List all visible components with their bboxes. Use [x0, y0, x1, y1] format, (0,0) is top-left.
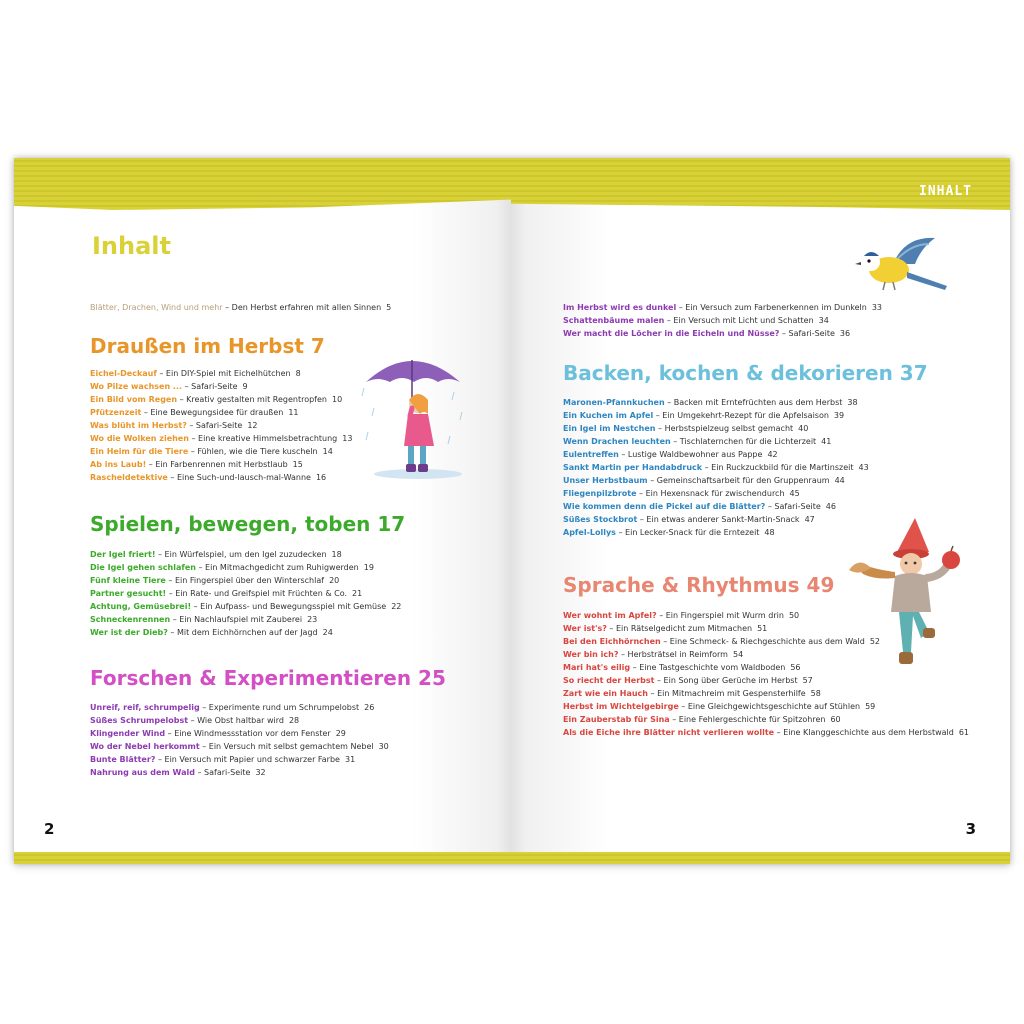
toc-entry: Unser Herbstbaum – Gemeinschaftsarbeit für den Gruppenraum 44	[563, 476, 845, 485]
toc-entry: Bei den Eichhörnchen – Eine Schmeck- & Riechgeschichte aus dem Wald 52	[563, 637, 881, 646]
right-page	[511, 158, 1010, 864]
bottom-color-band	[14, 852, 511, 864]
book-spread	[14, 158, 1010, 864]
toc-entry: Unreif, reif, schrumpelig – Experimente rund um Schrumpelobst 26	[90, 703, 375, 712]
toc-entry: Ein Igel im Nestchen – Herbstspielzeug selbst gemacht 40	[563, 424, 809, 433]
section-entries-forschen	[90, 701, 389, 779]
toc-entry: Wo der Nebel herkommt – Ein Versuch mit selbst gemachtem Nebel 30	[90, 742, 389, 751]
page-number-left: 2	[44, 820, 55, 838]
bottom-color-band	[511, 852, 1010, 864]
toc-entry: Wo Pilze wachsen ... – Safari-Seite 9	[90, 382, 248, 391]
gnome-illustration	[849, 516, 969, 676]
toc-entry: Schattenbäume malen – Ein Versuch mit Licht und Schatten 34	[563, 316, 829, 325]
toc-entry: Apfel-Lollys – Ein Lecker-Snack für die Erntezeit 48	[563, 528, 775, 537]
girl-umbrella-illustration	[354, 348, 472, 480]
toc-entry: Ein Kuchen im Apfel – Ein Umgekehrt-Rezept für die Apfelsaison 39	[563, 411, 845, 420]
toc-entry: Fliegenpilzbrote – Ein Hexensnack für zwischendurch 45	[563, 489, 800, 498]
toc-entry: Ein Bild vom Regen – Kreativ gestalten mit Regentropfen 10	[90, 395, 343, 404]
running-header: INHALT	[919, 184, 972, 199]
section-entries-backen	[563, 396, 869, 539]
toc-entry: Pfützenzeit – Eine Bewegungsidee für draußen 11	[90, 408, 299, 417]
toc-entry: Süßes Stockbrot – Ein etwas anderer Sankt-Martin-Snack 47	[563, 515, 815, 524]
toc-entry: Mari hat's eilig – Eine Tastgeschichte vom Waldboden 56	[563, 663, 801, 672]
toc-entry: Wer ist's? – Ein Rätselgedicht zum Mitmachen 51	[563, 624, 768, 633]
section-heading-sprache: Sprache & Rhythmus 49	[563, 573, 835, 597]
toc-entry: Wer wohnt im Apfel? – Ein Fingerspiel mit Wurm drin 50	[563, 611, 800, 620]
section-heading-spielen: Spielen, bewegen, toben 17	[90, 512, 406, 536]
toc-entry: Ab ins Laub! – Ein Farbenrennen mit Herbstlaub 15	[90, 460, 303, 469]
toc-entry: Fünf kleine Tiere – Ein Fingerspiel über den Winterschlaf 20	[90, 576, 340, 585]
toc-entry: So riecht der Herbst – Ein Song über Gerüche im Herbst 57	[563, 676, 813, 685]
toc-entry: Zart wie ein Hauch – Ein Mitmachreim mit Gespensterhilfe 58	[563, 689, 821, 698]
toc-entry: Sankt Martin per Handabdruck – Ein Ruckzuckbild für die Martinszeit 43	[563, 463, 869, 472]
section-entries-spielen	[90, 548, 401, 639]
toc-entry: Achtung, Gemüsebrei! – Ein Aufpass- und Bewegungsspiel mit Gemüse 22	[90, 602, 402, 611]
toc-entry: Der Igel friert! – Ein Würfelspiel, um den Igel zuzudecken 18	[90, 550, 342, 559]
toc-entry: Wer bin ich? – Herbsträtsel in Reimform 54	[563, 650, 744, 659]
toc-entry: Im Herbst wird es dunkel – Ein Versuch zum Farbenerkennen im Dunkeln 33	[563, 303, 883, 312]
toc-entry: Wer ist der Dieb? – Mit dem Eichhörnchen auf der Jagd 24	[90, 628, 333, 637]
toc-entry: Rascheldetektive – Eine Such-und-lausch-mal-Wanne 16	[90, 473, 327, 482]
toc-entry: Herbst im Wichtelgebirge – Eine Gleichgewichtsgeschichte auf Stühlen 59	[563, 702, 876, 711]
toc-entry: Nahrung aus dem Wald – Safari-Seite 32	[90, 768, 266, 777]
bird-illustration	[849, 234, 953, 298]
toc-entry: Die Igel gehen schlafen – Ein Mitmachgedicht zum Ruhigwerden 19	[90, 563, 374, 572]
toc-entry: Bunte Blätter? – Ein Versuch mit Papier und schwarzer Farbe 31	[90, 755, 356, 764]
toc-entry: Wenn Drachen leuchten – Tischlaternchen für die Lichterzeit 41	[563, 437, 832, 446]
toc-entry: Eulentreffen – Lustige Waldbewohner aus Pappe 42	[563, 450, 778, 459]
toc-entry: Wo die Wolken ziehen – Eine kreative Himmelsbetrachtung 13	[90, 434, 353, 443]
section-heading-backen: Backen, kochen & dekorieren 37	[563, 361, 928, 385]
continued-entries	[563, 301, 882, 340]
toc-entry: Blätter, Drachen, Wind und mehr – Den Herbst erfahren mit allen Sinnen 5	[90, 303, 392, 312]
toc-entry: Was blüht im Herbst? – Safari-Seite 12	[90, 421, 258, 430]
section-heading-forschen: Forschen & Experimentieren 25	[90, 666, 446, 690]
left-page	[14, 158, 511, 864]
toc-entry: Ein Heim für die Tiere – Fühlen, wie die Tiere kuscheln 14	[90, 447, 333, 456]
section-entries-draussen	[90, 367, 352, 484]
top-color-band	[14, 158, 511, 210]
intro-entry-list	[90, 301, 391, 314]
toc-entry: Maronen-Pfannkuchen – Backen mit Erntefrüchten aus dem Herbst 38	[563, 398, 858, 407]
section-heading-draussen: Draußen im Herbst 7	[90, 334, 325, 358]
toc-entry: Süßes Schrumpelobst – Wie Obst haltbar wird 28	[90, 716, 300, 725]
page-number-right: 3	[965, 820, 976, 838]
toc-entry: Als die Eiche ihre Blätter nicht verlieren wollte – Eine Klanggeschichte aus dem Herbstwald 61	[563, 728, 970, 737]
toc-entry: Wie kommen denn die Pickel auf die Blätter? – Safari-Seite 46	[563, 502, 836, 511]
toc-entry: Ein Zauberstab für Sina – Eine Fehlergeschichte für Spitzohren 60	[563, 715, 841, 724]
toc-entry: Partner gesucht! – Ein Rate- und Greifspiel mit Früchten & Co. 21	[90, 589, 363, 598]
toc-entry: Wer macht die Löcher in die Eicheln und Nüsse? – Safari-Seite 36	[563, 329, 851, 338]
toc-entry: Schneckenrennen – Ein Nachlaufspiel mit Zauberei 23	[90, 615, 318, 624]
page-title: Inhalt	[92, 232, 171, 260]
toc-entry: Eichel-Deckauf – Ein DIY-Spiel mit Eichelhütchen 8	[90, 369, 301, 378]
toc-entry: Klingender Wind – Eine Windmessstation vor dem Fenster 29	[90, 729, 346, 738]
